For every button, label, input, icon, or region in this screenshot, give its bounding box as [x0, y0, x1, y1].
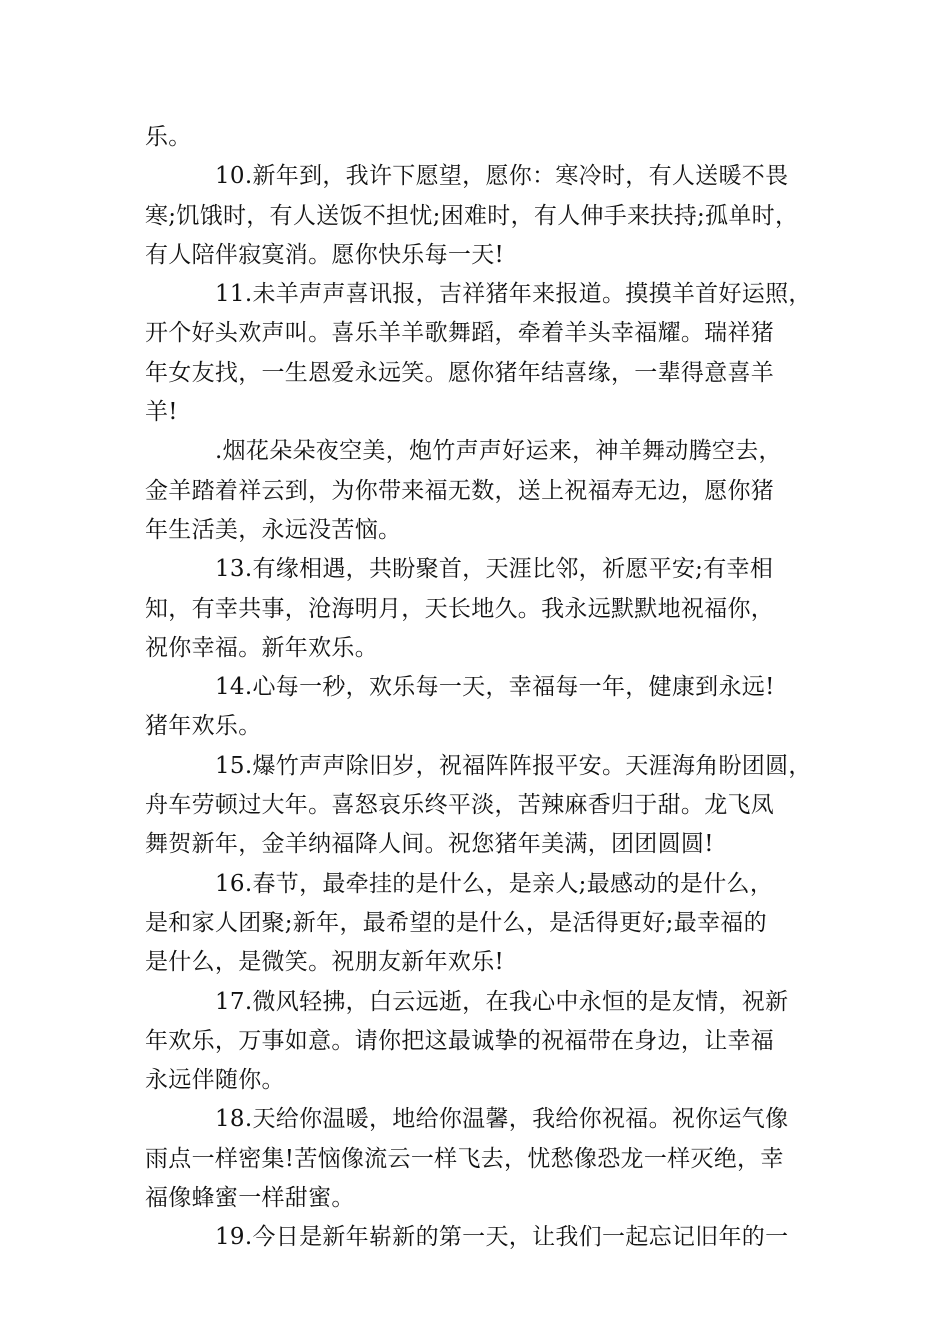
text-line: 13.有缘相遇，共盼聚首，天涯比邻，祈愿平安;有幸相: [215, 556, 774, 583]
text-line: 14.心每一秒，欢乐每一天，幸福每一年，健康到永远!: [215, 674, 775, 701]
text-line: 年女友找，一生恩爱永远笑。愿你猪年结喜缘，一辈得意喜羊: [145, 359, 775, 386]
text-line: 寒;饥饿时，有人送饭不担忧;困难时，有人伸手来扶持;孤单时，: [145, 202, 799, 229]
text-line: 是和家人团聚;新年，最希望的是什么，是活得更好;最幸福的: [145, 909, 767, 936]
text-line: 开个好头欢声叫。喜乐羊羊歌舞蹈，牵着羊头幸福耀。瑞祥猪: [145, 320, 775, 347]
text-line: 19.今日是新年崭新的第一天，让我们一起忘记旧年的一: [215, 1224, 789, 1251]
text-line: 猪年欢乐。: [145, 713, 262, 740]
text-line: 知，有幸共事，沧海明月，天长地久。我永远默默地祝福你，: [145, 595, 775, 622]
text-line: 18.天给你温暖，地给你温馨，我给你祝福。祝你运气像: [215, 1106, 789, 1133]
text-line: 17.微风轻拂，白云远逝，在我心中永恒的是友情，祝新: [215, 988, 789, 1015]
text-line: 羊!: [145, 399, 178, 426]
text-line: 福像蜂蜜一样甜蜜。: [145, 1185, 355, 1212]
text-line: 舟车劳顿过大年。喜怒哀乐终平淡，苦辣麻香归于甜。龙飞凤: [145, 792, 775, 819]
text-line: 15.爆竹声声除旧岁，祝福阵阵报平安。天涯海角盼团圆，: [215, 752, 812, 779]
text-line: 舞贺新年，金羊纳福降人间。祝您猪年美满，团团圆圆!: [145, 831, 714, 858]
text-line: 年生活美，永远没苦恼。: [145, 516, 402, 543]
text-line: 雨点一样密集!苦恼像流云一样飞去，忧愁像恐龙一样灭绝，幸: [145, 1145, 784, 1172]
text-line: 10.新年到，我许下愿望，愿你：寒冷时，有人送暖不畏: [215, 163, 789, 190]
text-line: 是什么，是微笑。祝朋友新年欢乐!: [145, 949, 505, 976]
body-text: [145, 118, 825, 1258]
text-line: 年欢乐，万事如意。请你把这最诚挚的祝福带在身边，让幸福: [145, 1027, 775, 1054]
text-line: .烟花朵朵夜空美，炮竹声声好运来，神羊舞动腾空去，: [215, 438, 782, 465]
text-line: 永远伴随你。: [145, 1067, 285, 1094]
text-line: 有人陪伴寂寞消。愿你快乐每一天!: [145, 241, 505, 268]
text-line: 16.春节，最牵挂的是什么，是亲人;最感动的是什么，: [215, 870, 774, 897]
text-line: 乐。: [145, 124, 192, 150]
text-line: 金羊踏着祥云到，为你带来福无数，送上祝福寿无边，愿你猪: [145, 477, 775, 504]
text-line: 祝你幸福。新年欢乐。: [145, 634, 378, 661]
text-line: 11.未羊声声喜讯报，吉祥猪年来报道。摸摸羊首好运照，: [215, 281, 812, 308]
